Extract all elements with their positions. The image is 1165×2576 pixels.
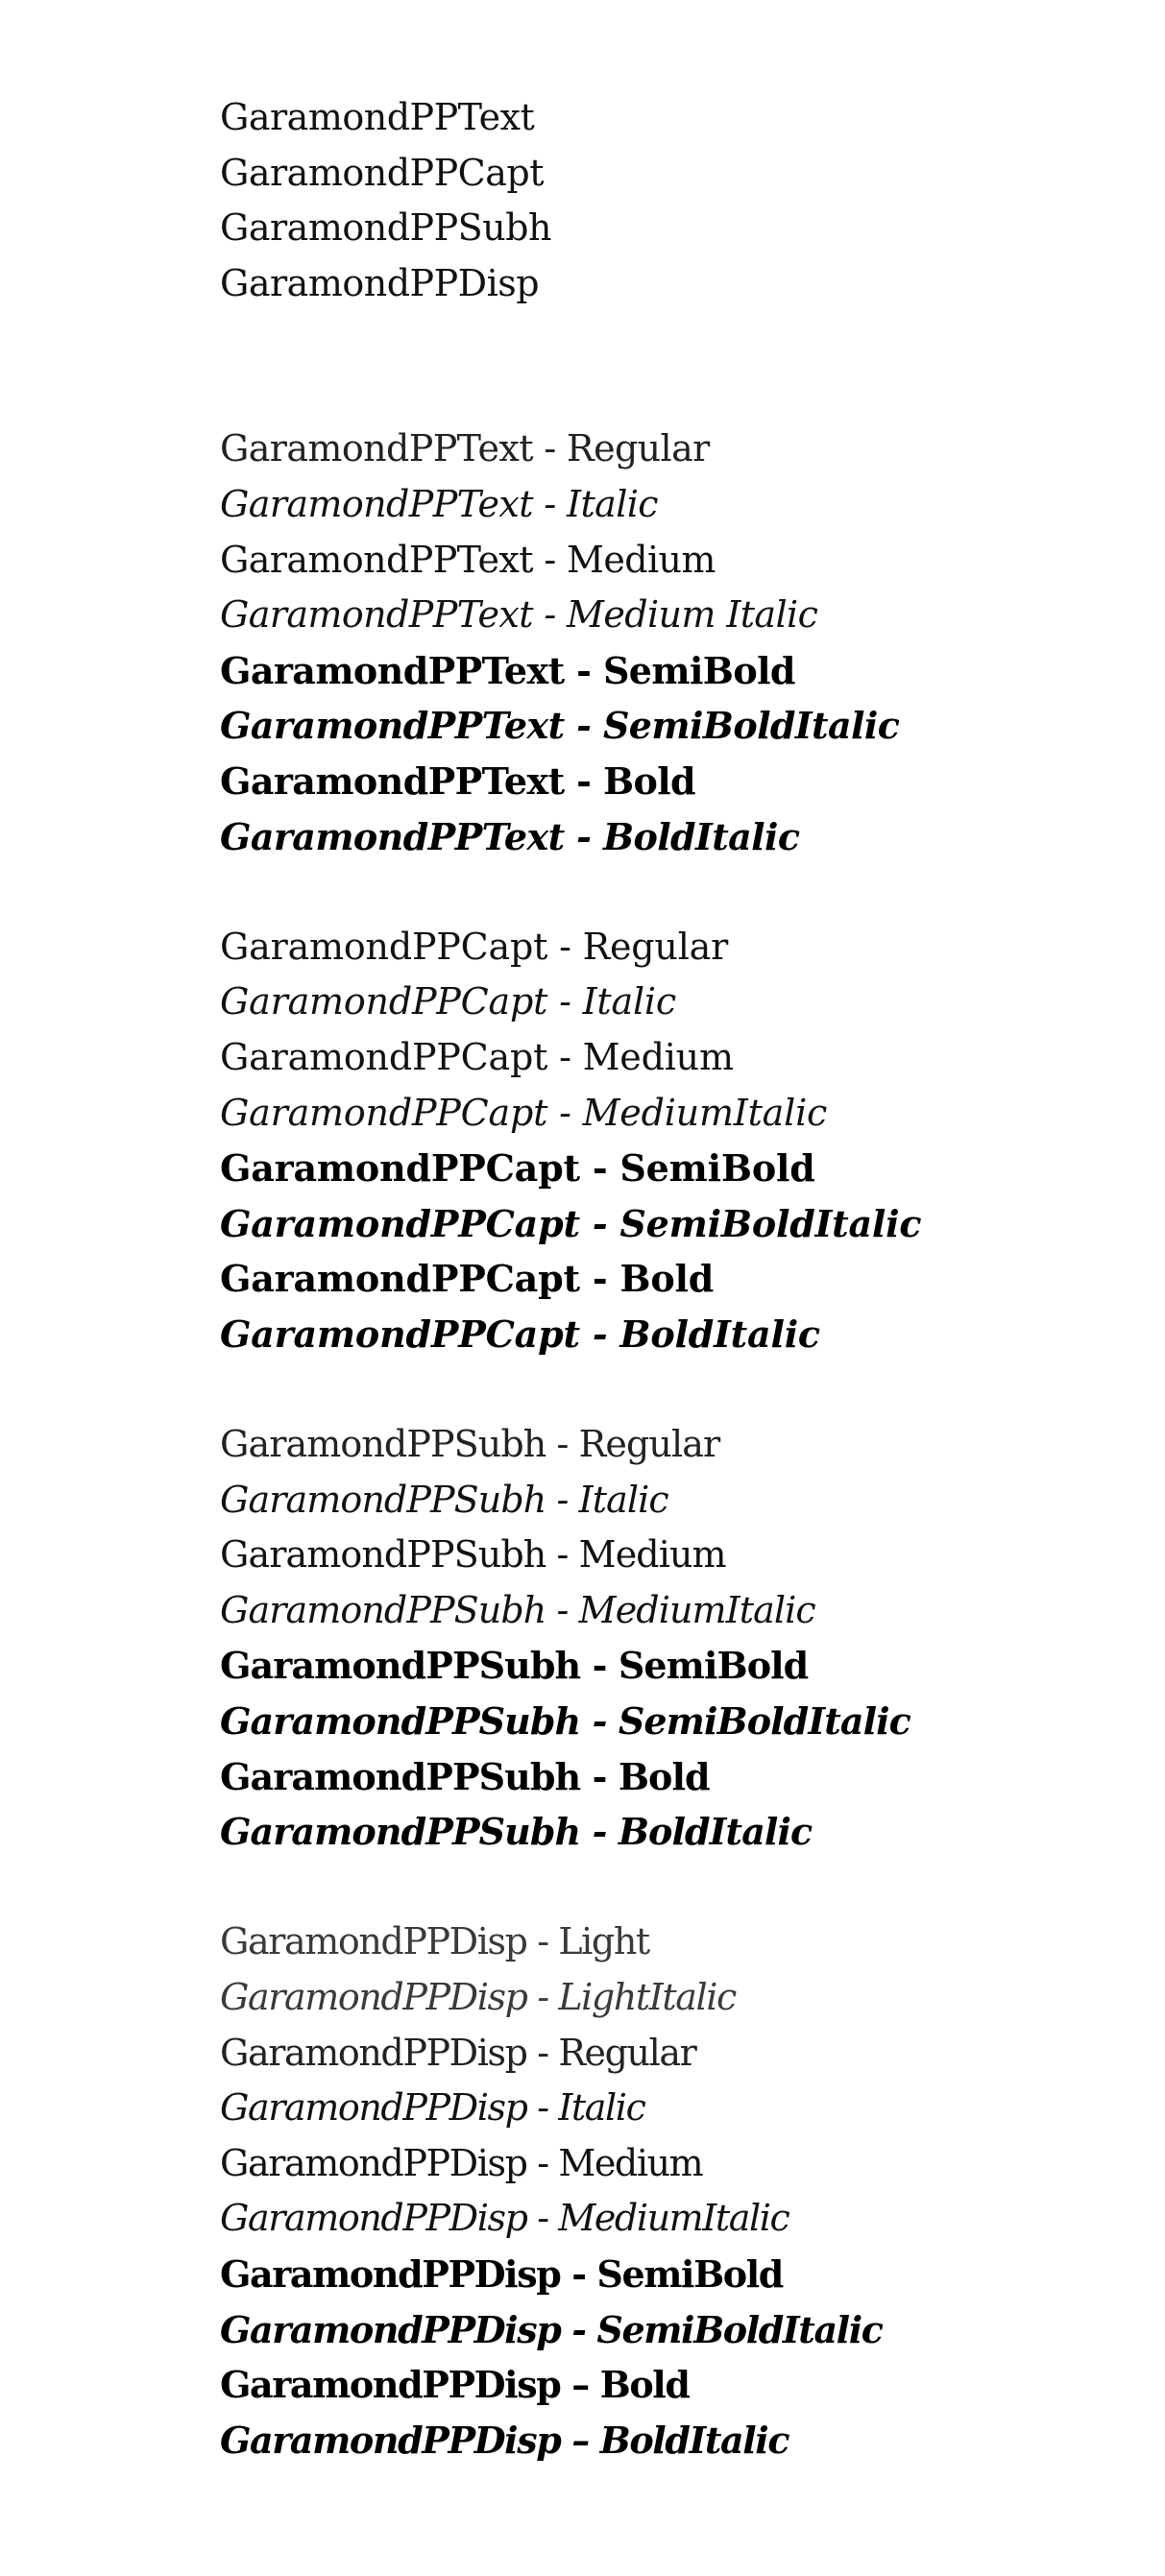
style-sample: GaramondPPDisp - MediumItalic bbox=[220, 2197, 789, 2240]
style-sample: GaramondPPSubh - MediumItalic bbox=[220, 1588, 815, 1631]
style-sample: GaramondPPText - BoldItalic bbox=[220, 814, 800, 858]
style-sample: GaramondPPCapt - SemiBoldItalic bbox=[220, 1201, 922, 1245]
style-sample: GaramondPPText - Medium bbox=[220, 538, 716, 581]
family-name-subh: GaramondPPSubh bbox=[220, 206, 551, 250]
style-sample: GaramondPPSubh - Bold bbox=[220, 1754, 710, 1798]
style-sample: GaramondPPSubh - Regular bbox=[220, 1423, 720, 1466]
style-sample: GaramondPPCapt - BoldItalic bbox=[220, 1312, 820, 1356]
style-sample: GaramondPPDisp - LightItalic bbox=[220, 1976, 736, 2018]
style-sample: GaramondPPCapt - Regular bbox=[220, 925, 729, 968]
style-sample: GaramondPPDisp – Bold bbox=[220, 2363, 690, 2407]
family-name-text: GaramondPPText bbox=[220, 96, 535, 138]
style-sample: GaramondPPText - Italic bbox=[220, 482, 658, 525]
family-list bbox=[220, 90, 1084, 311]
capt-style-group bbox=[220, 920, 1084, 1362]
style-sample: GaramondPPCapt - Italic bbox=[220, 980, 676, 1023]
font-specimen-page bbox=[220, 90, 1084, 2468]
family-name-disp: GaramondPPDisp bbox=[220, 261, 540, 304]
text-style-group bbox=[220, 421, 1084, 864]
style-sample: GaramondPPCapt - Medium bbox=[220, 1035, 734, 1078]
style-sample: GaramondPPSubh - Medium bbox=[220, 1533, 726, 1577]
style-sample: GaramondPPSubh - SemiBoldItalic bbox=[220, 1699, 910, 1744]
style-sample: GaramondPPDisp - Italic bbox=[220, 2086, 645, 2130]
style-sample: GaramondPPSubh - Italic bbox=[220, 1478, 668, 1521]
style-sample: GaramondPPCapt - SemiBold bbox=[220, 1146, 815, 1191]
style-sample: GaramondPPSubh - SemiBold bbox=[220, 1644, 809, 1688]
style-sample: GaramondPPDisp - SemiBoldItalic bbox=[220, 2307, 883, 2351]
style-sample: GaramondPPText - SemiBoldItalic bbox=[220, 704, 900, 748]
style-sample: GaramondPPDisp – BoldItalic bbox=[220, 2418, 789, 2462]
style-sample: GaramondPPDisp - Regular bbox=[220, 2031, 696, 2074]
style-sample: GaramondPPText - Medium Italic bbox=[220, 593, 818, 637]
disp-style-group bbox=[220, 1914, 1084, 2468]
style-sample: GaramondPPDisp - SemiBold bbox=[220, 2251, 783, 2296]
style-sample: GaramondPPDisp - Medium bbox=[220, 2141, 703, 2184]
style-sample: GaramondPPText - SemiBold bbox=[220, 648, 795, 692]
subh-style-group bbox=[220, 1417, 1084, 1860]
style-sample: GaramondPPCapt - MediumItalic bbox=[220, 1091, 828, 1134]
style-sample: GaramondPPCapt - Bold bbox=[220, 1257, 715, 1301]
style-sample: GaramondPPText - Bold bbox=[220, 758, 696, 803]
style-sample: GaramondPPSubh - BoldItalic bbox=[220, 1810, 813, 1854]
style-sample: GaramondPPDisp - Light bbox=[220, 1920, 649, 1963]
family-name-capt: GaramondPPCapt bbox=[220, 151, 545, 194]
style-sample: GaramondPPText - Regular bbox=[220, 427, 710, 470]
